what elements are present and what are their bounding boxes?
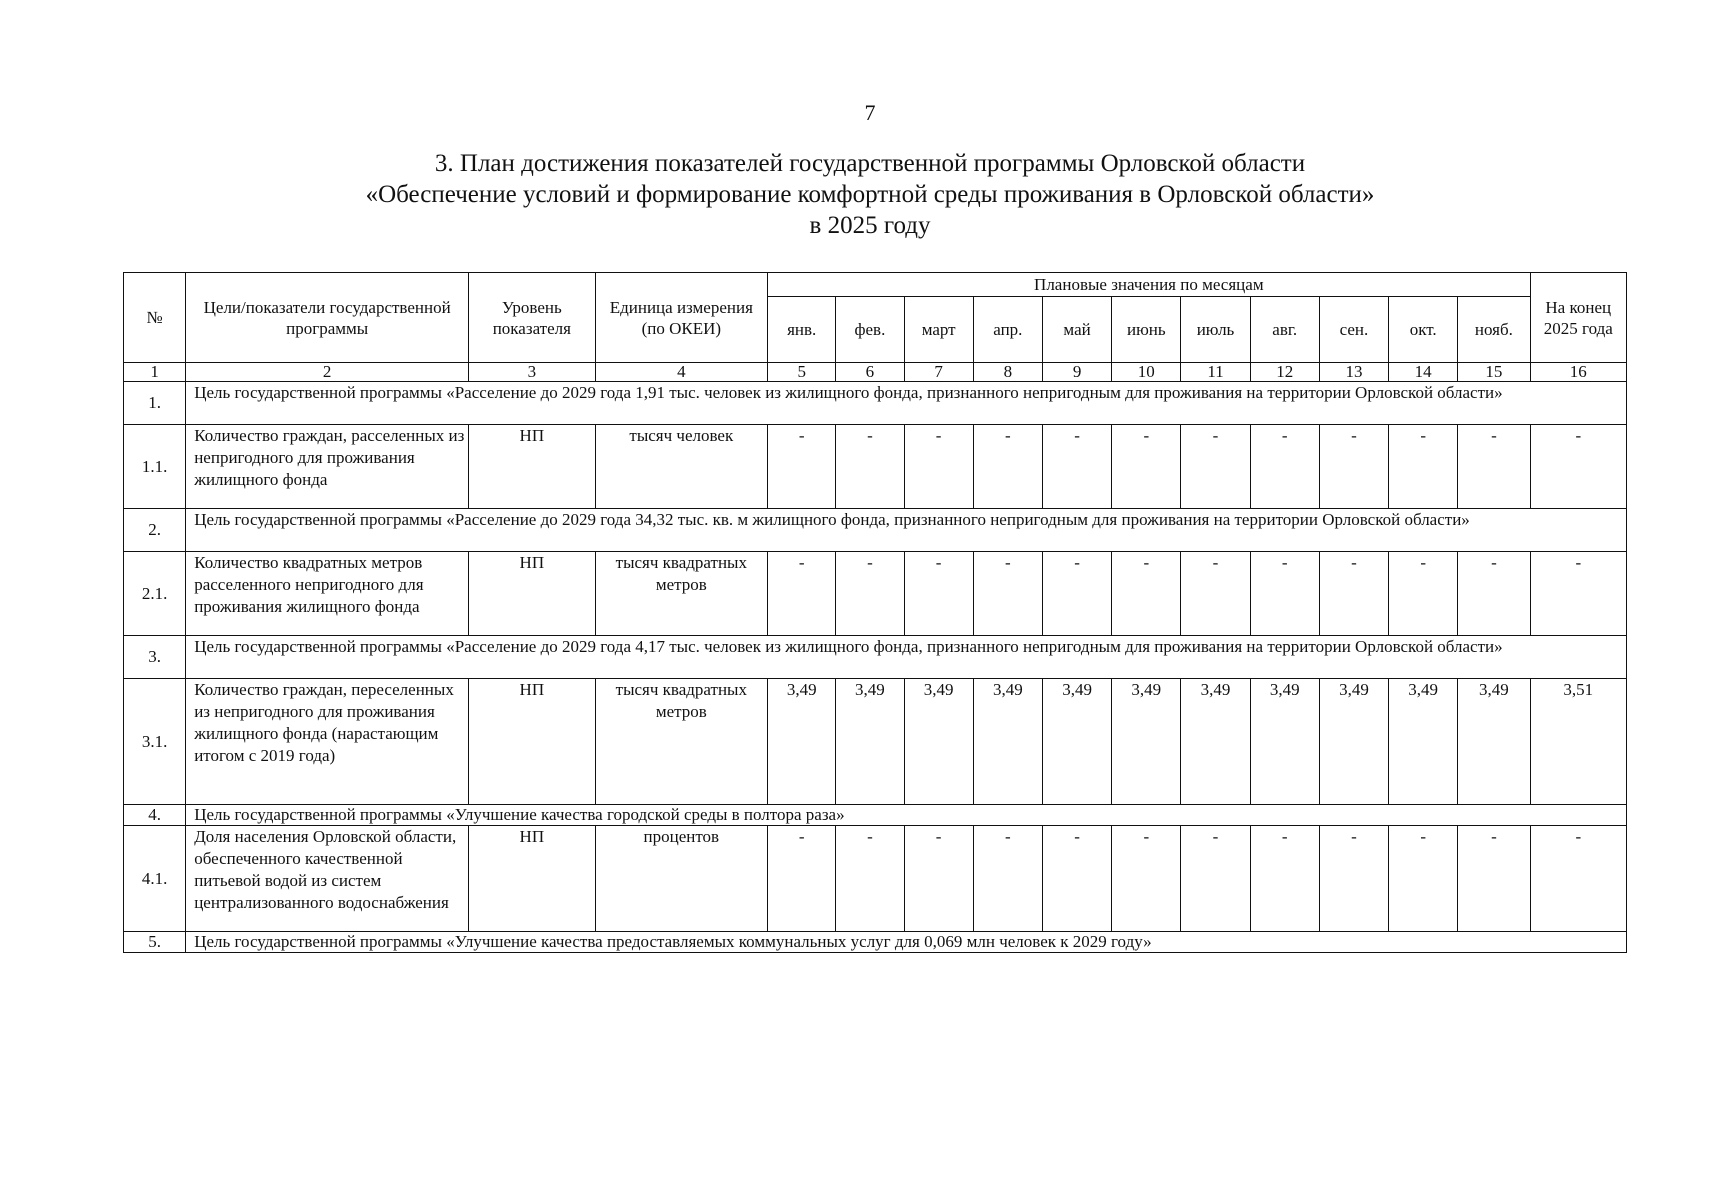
plan-value: - — [1042, 826, 1111, 932]
plan-value: - — [1319, 826, 1388, 932]
indicator-level: НП — [469, 552, 595, 636]
plan-value-end-of-year: - — [1530, 826, 1626, 932]
plan-value: - — [1181, 826, 1250, 932]
indicator-name: Доля населения Орловской области, обеспеченного качественной питьевой водой из систем централизованного водоснабжения — [186, 826, 469, 932]
plan-value: 3,49 — [1389, 679, 1458, 805]
row-number: 3. — [124, 636, 186, 679]
plan-value: - — [768, 552, 836, 636]
plan-value: - — [1389, 552, 1458, 636]
plan-value: - — [1458, 425, 1530, 509]
plan-value: 3,49 — [1181, 679, 1250, 805]
plan-value: - — [1250, 552, 1319, 636]
indicator-name: Количество граждан, расселенных из непригодного для проживания жилищного фонда — [186, 425, 469, 509]
column-number: 16 — [1530, 363, 1626, 382]
column-number: 1 — [124, 363, 186, 382]
row-number: 5. — [124, 932, 186, 953]
column-number: 6 — [836, 363, 904, 382]
plan-value: 3,49 — [1112, 679, 1181, 805]
goal-row — [124, 932, 1627, 953]
plan-value: - — [1181, 552, 1250, 636]
plan-value: - — [1112, 826, 1181, 932]
header-goal: Цели/показатели государственной программы — [186, 273, 469, 363]
page-number: 7 — [864, 100, 876, 125]
plan-value: 3,49 — [768, 679, 836, 805]
indicator-unit: тысяч квадратных метров — [595, 679, 768, 805]
row-number: 2.1. — [124, 552, 186, 636]
plan-value: - — [1181, 425, 1250, 509]
plan-value: - — [836, 826, 904, 932]
plan-value: - — [1112, 552, 1181, 636]
row-number: 1. — [124, 382, 186, 425]
row-number: 1.1. — [124, 425, 186, 509]
column-number: 13 — [1319, 363, 1388, 382]
column-number: 3 — [469, 363, 595, 382]
plan-value: - — [768, 826, 836, 932]
row-number: 3.1. — [124, 679, 186, 805]
plan-value: - — [1389, 826, 1458, 932]
indicator-level: НП — [469, 826, 595, 932]
header-end-of-year: На конец 2025 года — [1530, 273, 1626, 363]
column-number: 4 — [595, 363, 768, 382]
indicator-unit: тысяч квадратных метров — [595, 552, 768, 636]
header-unit: Единица измерения (по ОКЕИ) — [595, 273, 768, 363]
indicators-plan-table — [123, 272, 1627, 953]
header-month: фев. — [836, 297, 904, 363]
column-number: 10 — [1112, 363, 1181, 382]
indicator-name: Количество квадратных метров расселенного непригодного для проживания жилищного фонда — [186, 552, 469, 636]
goal-text: Цель государственной программы «Улучшение качества городской среды в полтора раза» — [186, 805, 1627, 826]
column-number: 2 — [186, 363, 469, 382]
column-numbers-row — [124, 363, 1627, 382]
plan-value: - — [1250, 826, 1319, 932]
header-level: Уровень показателя — [469, 273, 595, 363]
plan-value: 3,49 — [1458, 679, 1530, 805]
plan-value: - — [1458, 552, 1530, 636]
title-line-1: 3. План достижения показателей государственной программы Орловской области — [434, 150, 1306, 177]
plan-value: 3,49 — [1250, 679, 1319, 805]
plan-value: - — [973, 552, 1042, 636]
document-title — [0, 148, 1710, 241]
plan-value: 3,49 — [1319, 679, 1388, 805]
plan-value: - — [904, 425, 973, 509]
goal-text: Цель государственной программы «Улучшение качества предоставляемых коммунальных услуг для 0,069 млн человек к 2029 году» — [186, 932, 1627, 953]
plan-value: 3,49 — [1042, 679, 1111, 805]
plan-value: - — [1319, 425, 1388, 509]
goal-text: Цель государственной программы «Расселение до 2029 года 4,17 тыс. человек из жилищного фонда, признанного непригодным для проживания на территории Орловской области» — [186, 636, 1627, 679]
plan-value: - — [1458, 826, 1530, 932]
column-number: 12 — [1250, 363, 1319, 382]
plan-value-end-of-year: - — [1530, 552, 1626, 636]
indicator-row — [124, 552, 1627, 636]
plan-value: 3,49 — [904, 679, 973, 805]
row-number: 4. — [124, 805, 186, 826]
header-month: авг. — [1250, 297, 1319, 363]
plan-value: - — [836, 425, 904, 509]
plan-value: - — [973, 826, 1042, 932]
column-number: 14 — [1389, 363, 1458, 382]
row-number: 4.1. — [124, 826, 186, 932]
column-number: 5 — [768, 363, 836, 382]
goal-text: Цель государственной программы «Расселение до 2029 года 1,91 тыс. человек из жилищного фонда, признанного непригодным для проживания на территории Орловской области» — [186, 382, 1627, 425]
header-no: № — [124, 273, 186, 363]
goal-row — [124, 805, 1627, 826]
indicator-unit: тысяч человек — [595, 425, 768, 509]
header-month: нояб. — [1458, 297, 1530, 363]
goal-text: Цель государственной программы «Расселение до 2029 года 34,32 тыс. кв. м жилищного фонда, признанного непригодным для проживания на территории Орловской области» — [186, 509, 1627, 552]
plan-value: - — [904, 826, 973, 932]
header-month: окт. — [1389, 297, 1458, 363]
column-number: 9 — [1042, 363, 1111, 382]
plan-value: - — [836, 552, 904, 636]
header-month: июль — [1181, 297, 1250, 363]
indicator-name: Количество граждан, переселенных из непригодного для проживания жилищного фонда (нарастающим итогом с 2019 года) — [186, 679, 469, 805]
plan-value: - — [1042, 425, 1111, 509]
plan-value: - — [1042, 552, 1111, 636]
header-month: сен. — [1319, 297, 1388, 363]
header-month: июнь — [1112, 297, 1181, 363]
plan-value: - — [1319, 552, 1388, 636]
goal-row — [124, 509, 1627, 552]
plan-value: - — [1389, 425, 1458, 509]
column-number: 7 — [904, 363, 973, 382]
plan-value: 3,49 — [836, 679, 904, 805]
header-month: апр. — [973, 297, 1042, 363]
plan-value: - — [1112, 425, 1181, 509]
column-number: 8 — [973, 363, 1042, 382]
plan-value: 3,49 — [973, 679, 1042, 805]
row-number: 2. — [124, 509, 186, 552]
indicator-level: НП — [469, 425, 595, 509]
plan-value: - — [1250, 425, 1319, 509]
goal-row — [124, 382, 1627, 425]
plan-value-end-of-year: 3,51 — [1530, 679, 1626, 805]
header-month: май — [1042, 297, 1111, 363]
plan-value: - — [904, 552, 973, 636]
title-line-2: «Обеспечение условий и формирование комфортной среды проживания в Орловской области» — [365, 181, 1375, 208]
plan-value-end-of-year: - — [1530, 425, 1626, 509]
goal-row — [124, 636, 1627, 679]
plan-value: - — [973, 425, 1042, 509]
header-month: янв. — [768, 297, 836, 363]
header-monthly: Плановые значения по месяцам — [768, 273, 1530, 297]
indicator-row — [124, 679, 1627, 805]
column-number: 15 — [1458, 363, 1530, 382]
indicator-level: НП — [469, 679, 595, 805]
plan-value: - — [768, 425, 836, 509]
header-month: март — [904, 297, 973, 363]
indicator-unit: процентов — [595, 826, 768, 932]
indicator-row — [124, 425, 1627, 509]
title-line-3: в 2025 году — [809, 212, 931, 239]
indicator-row — [124, 826, 1627, 932]
column-number: 11 — [1181, 363, 1250, 382]
